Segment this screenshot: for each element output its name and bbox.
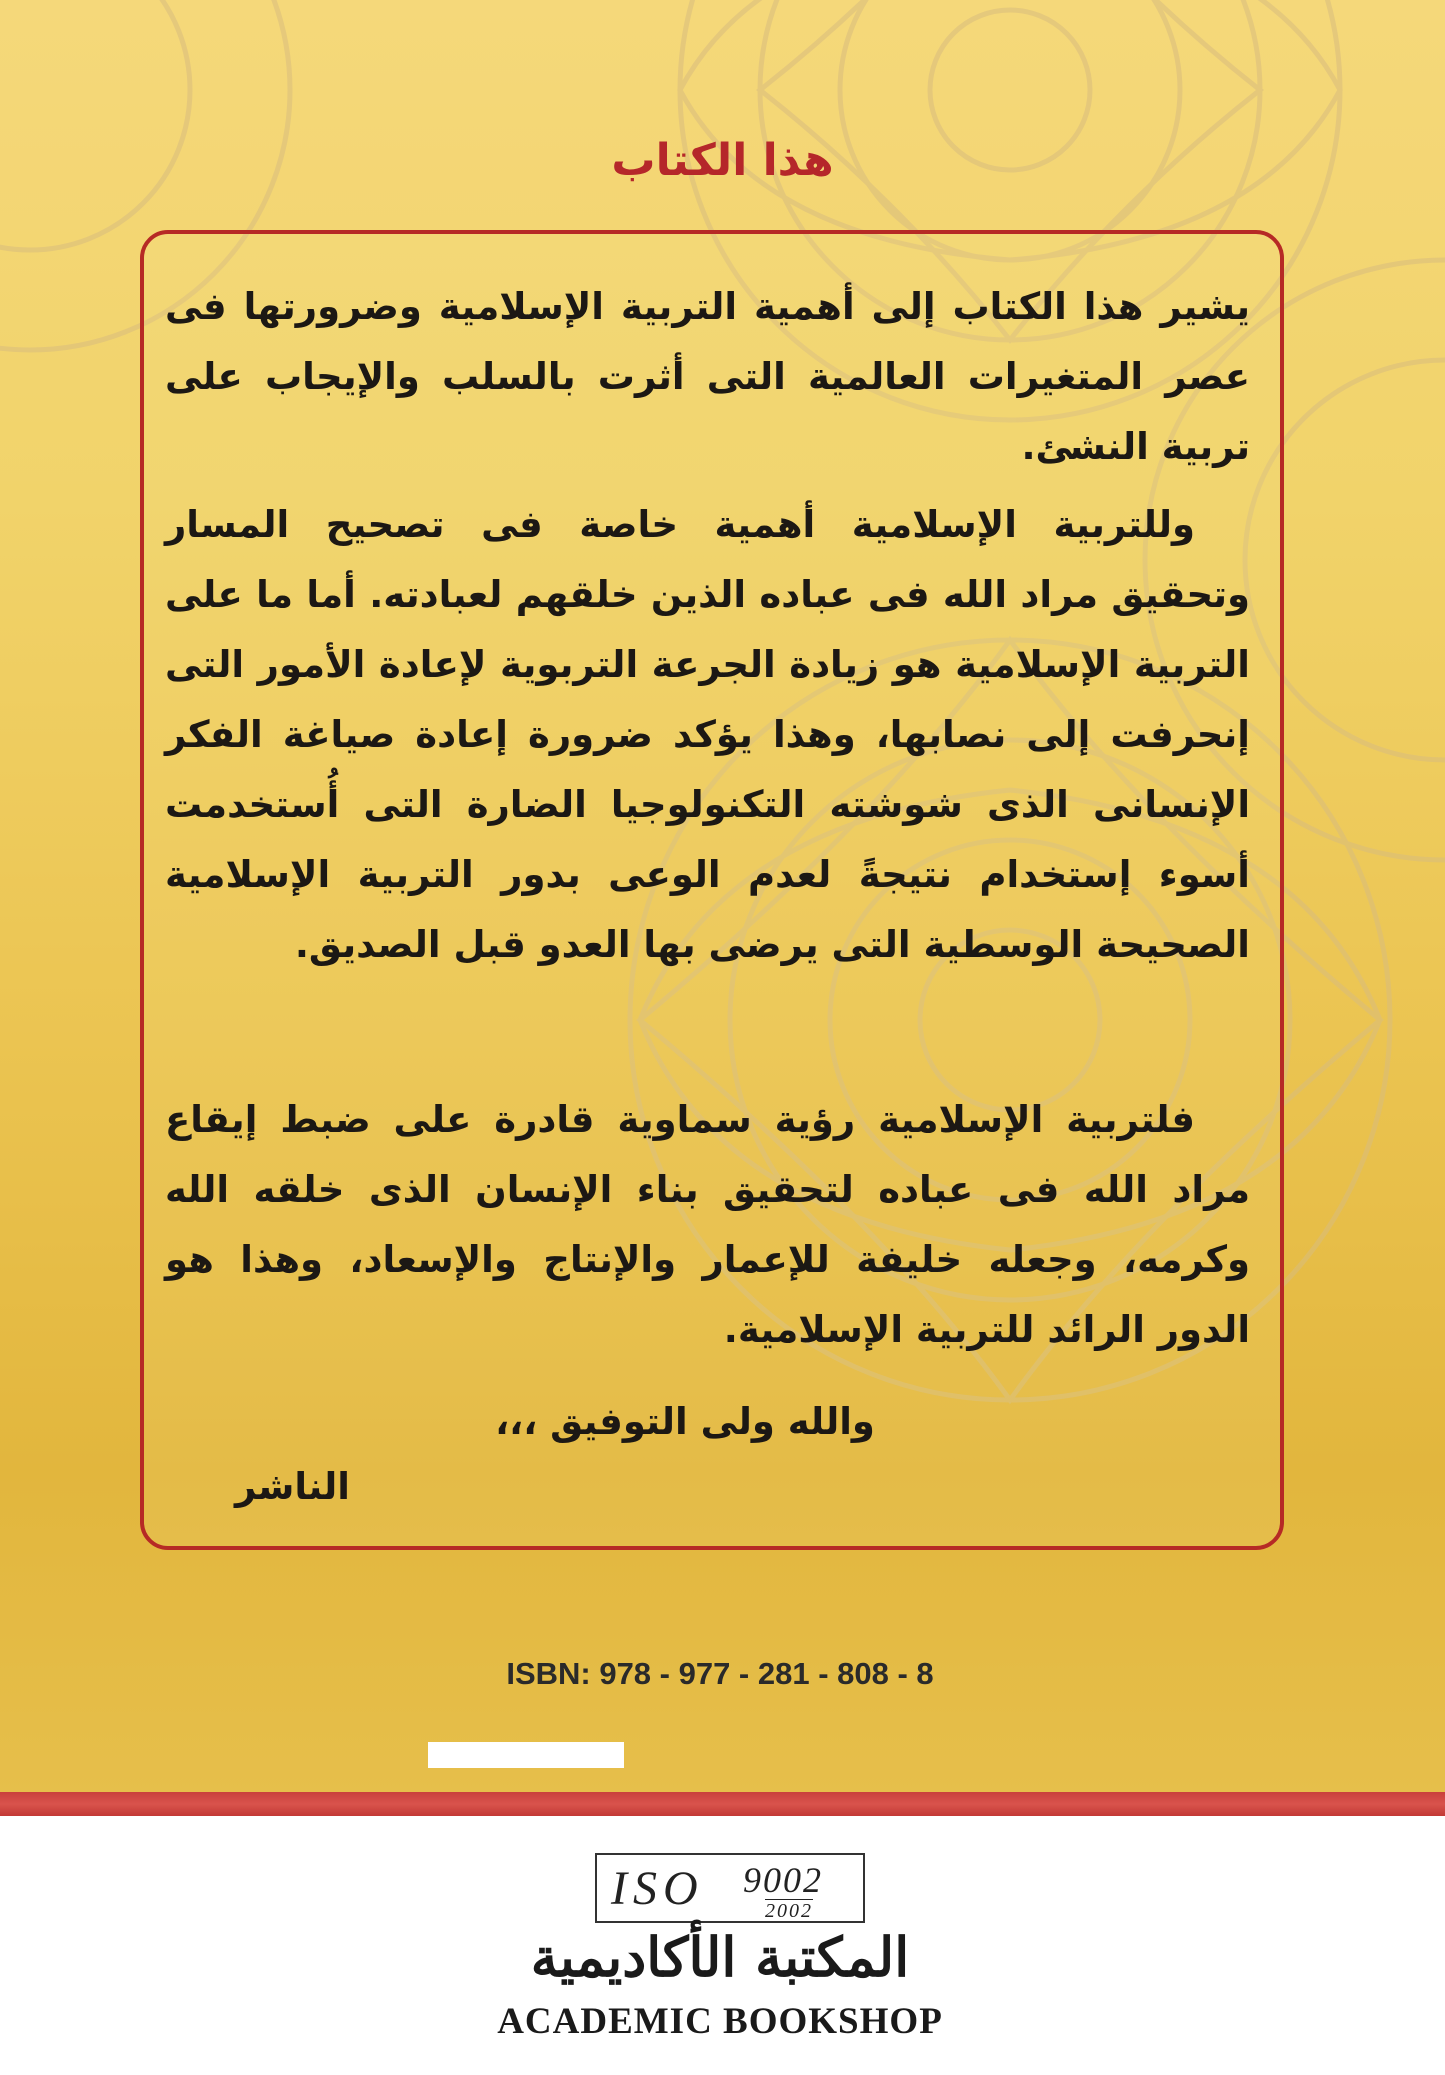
isbn-number: ISBN: 978 - 977 - 281 - 808 - 8 bbox=[506, 1656, 934, 1691]
iso-number: 9002 bbox=[743, 1860, 823, 1900]
iso-label: ISO bbox=[611, 1862, 704, 1915]
red-divider-band bbox=[0, 1792, 1445, 1816]
iso-certification-badge bbox=[595, 1853, 865, 1923]
paragraph-intro: يشير هذا الكتاب إلى أهمية التربية الإسلامية وضرورتها فى عصر المتغيرات العالمية التى أثرت بالسلب والإيجاب على تربية النشئ. bbox=[165, 285, 1250, 468]
publisher-signature: الناشر bbox=[235, 1465, 350, 1508]
paragraph-importance: وللتربية الإسلامية أهمية خاصة فى تصحيح المسار وتحقيق مراد الله فى عباده الذين خلقهم لعبادته. أما ما على التربية الإسلامية هو زيادة الجرعة التربوية لإعادة الأمور التى إنحرفت إلى نصابها، وهذا يؤكد ضرورة إعادة صياغة الفكر الإنسانى الذى شوشته التكنولوجيا الضارة التى أُستخدمت أسوء إستخدام نتيجةً لعدم الوعى بدور التربية الإسلامية الصحيحة الوسطية التى يرضى بها العدو قبل الصديق. bbox=[165, 503, 1250, 966]
paragraph-vision: فلتربية الإسلامية رؤية سماوية قادرة على ضبط إيقاع مراد الله فى عباده لتحقيق بناء الإنسان الذى خلقه الله وكرمه، وجعله خليفة للإعمار والإنتاج والإسعاد، وهذا هو الدور الرائد للتربية الإسلامية. bbox=[165, 1098, 1250, 1351]
publisher-logo-arabic: المكتبة الأكاديمية bbox=[530, 1925, 910, 1989]
publisher-logo-english: ACADEMIC BOOKSHOP bbox=[497, 2001, 943, 2042]
barcode-sticker-area bbox=[428, 1742, 624, 1768]
iso-year: 2002 bbox=[765, 1900, 813, 1922]
closing-line: والله ولى التوفيق ،،، bbox=[495, 1400, 875, 1443]
section-title: هذا الكتاب bbox=[611, 135, 834, 186]
